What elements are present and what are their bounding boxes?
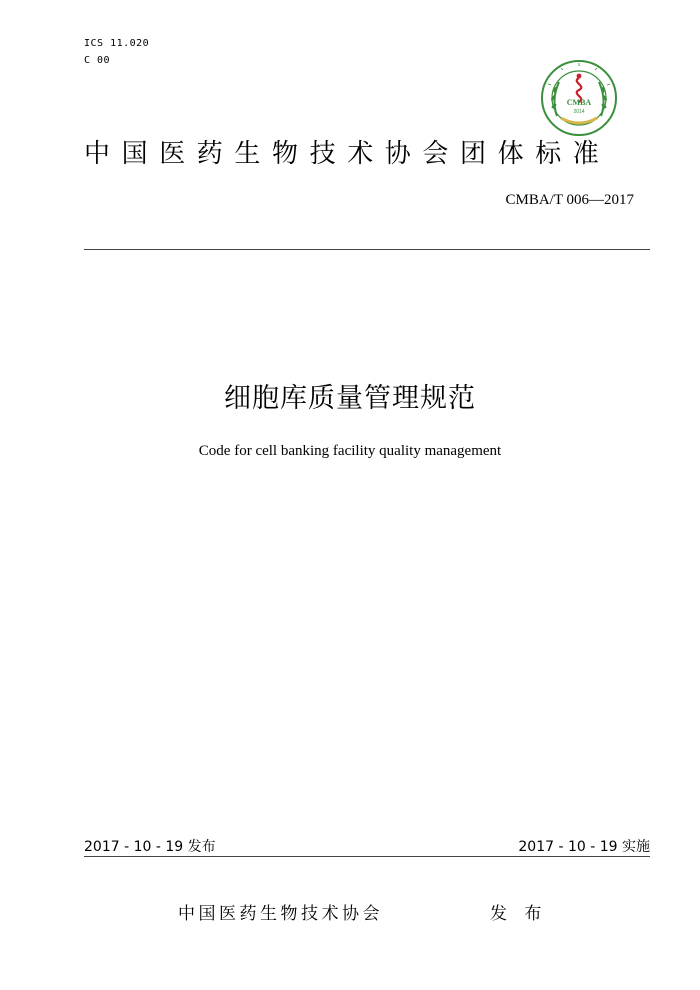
standard-number: CMBA/T 006—2017 (505, 192, 634, 208)
ccs-code: C 00 (84, 55, 111, 66)
header-divider (84, 249, 650, 250)
logo-year: 2014 (573, 109, 585, 115)
publish-date: 2017 - 10 - 19 发布 (84, 839, 216, 855)
implementation-date: 2017 - 10 - 19 实施 (518, 839, 650, 855)
footer-divider (84, 856, 650, 857)
document-title-english: Code for cell banking facility quality management (198, 443, 502, 459)
cmba-logo-icon (539, 58, 619, 138)
ics-code: ICS 11.020 (84, 38, 150, 49)
logo-text: CMBA (566, 98, 592, 107)
document-title-chinese: 细胞库质量管理规范 (224, 383, 476, 414)
issuing-organization: 中国医药生物技术协会 (178, 904, 383, 924)
issue-label: 发 布 (490, 904, 548, 924)
organization-standard-title: 中国医药生物技术协会团体标准 (84, 139, 611, 169)
